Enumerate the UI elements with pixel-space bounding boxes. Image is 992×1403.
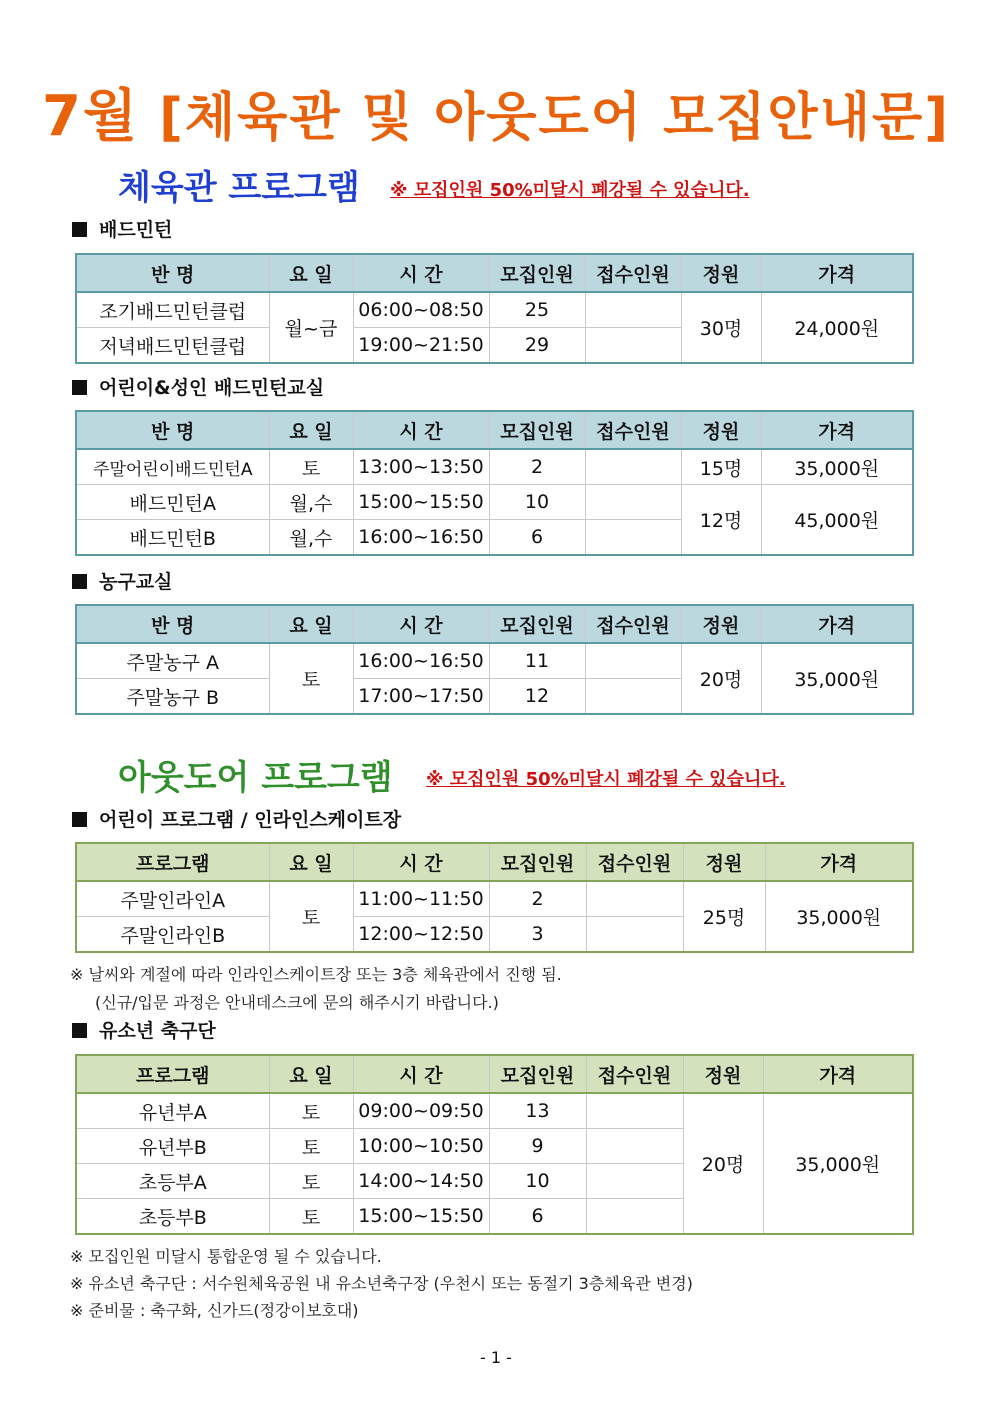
inline-label: 어린이 프로그램 / 인라인스케이트장 (99, 809, 402, 831)
price: 35,000원 (761, 449, 913, 485)
program-time: 15:00~15:50 (353, 1199, 489, 1235)
program-time: 09:00~09:50 (353, 1093, 489, 1129)
recruit-count: 10 (489, 485, 585, 520)
received-count (585, 292, 681, 328)
recruit-count: 10 (489, 1164, 586, 1199)
table-header-row (76, 1055, 913, 1093)
program-day: 토 (269, 1093, 353, 1129)
col-header: 가격 (763, 1055, 913, 1093)
title-text: [체육관 및 아웃도어 모집안내문] (159, 88, 951, 148)
class-name: 주말어린이배드민턴A (76, 449, 269, 485)
received-count (585, 643, 681, 679)
table-header-row (76, 411, 913, 449)
class-name: 주말농구 B (76, 679, 269, 715)
class-time: 16:00~16:50 (353, 643, 489, 679)
badminton-class-label: 어린이&성인 배드민턴교실 (99, 377, 325, 399)
gym-section-heading: 체육관 프로그램 (118, 168, 360, 208)
program-name: 주말인라인A (76, 881, 269, 917)
col-header: 모집인원 (489, 254, 585, 292)
received-count (585, 520, 681, 556)
basketball-label: 농구교실 (99, 571, 173, 593)
received-count (585, 449, 681, 485)
recruit-count: 29 (489, 328, 585, 364)
table-header-row (76, 254, 913, 292)
col-header: 정원 (681, 411, 761, 449)
col-header: 프로그램 (76, 1055, 269, 1093)
inline-table (75, 842, 914, 953)
capacity: 30명 (681, 292, 761, 363)
received-count (586, 1164, 683, 1199)
col-header: 시 간 (353, 254, 489, 292)
received-count (586, 881, 683, 917)
square-bullet-icon (72, 574, 87, 589)
badminton-label: 배드민턴 (99, 219, 173, 241)
price: 24,000원 (761, 292, 913, 363)
table-row (76, 881, 913, 917)
col-header: 반 명 (76, 254, 269, 292)
gym-closure-notice: ※ 모집인원 50%미달시 폐강될 수 있습니다. (390, 180, 750, 201)
class-time: 15:00~15:50 (353, 485, 489, 520)
col-header: 시 간 (353, 411, 489, 449)
col-header: 가격 (765, 843, 913, 881)
recruit-count: 6 (489, 1199, 586, 1235)
program-time: 14:00~14:50 (353, 1164, 489, 1199)
badminton-table (75, 253, 914, 364)
badminton-class-table (75, 410, 914, 556)
badminton-class-subheading (72, 373, 324, 400)
recruit-count: 13 (489, 1093, 586, 1129)
class-day: 월~금 (269, 292, 353, 363)
soccer-label: 유소년 축구단 (99, 1020, 216, 1042)
class-time: 13:00~13:50 (353, 449, 489, 485)
price: 35,000원 (765, 881, 913, 952)
col-header: 프로그램 (76, 843, 269, 881)
col-header: 가격 (761, 605, 913, 643)
square-bullet-icon (72, 1023, 87, 1038)
inline-weather-note: ※ 날씨와 계절에 따라 인라인스케이트장 또는 3층 체육관에서 진행 됨. (70, 965, 562, 984)
inline-subheading (72, 805, 401, 832)
col-header: 정원 (683, 843, 765, 881)
price: 35,000원 (763, 1093, 913, 1234)
col-header: 접수인원 (585, 411, 681, 449)
received-count (585, 485, 681, 520)
program-name: 유년부B (76, 1129, 269, 1164)
class-day: 월,수 (269, 520, 353, 556)
recruit-count: 12 (489, 679, 585, 715)
table-row (76, 292, 913, 328)
recruit-count: 2 (489, 449, 585, 485)
footnote-equipment: ※ 준비물 : 축구화, 신가드(정강이보호대) (70, 1301, 359, 1320)
page-number: - 1 - (480, 1348, 512, 1367)
capacity: 15명 (681, 449, 761, 485)
class-name: 저녁배드민턴클럽 (76, 328, 269, 364)
program-day: 토 (269, 1129, 353, 1164)
basketball-table (75, 604, 914, 715)
program-day: 토 (269, 1199, 353, 1235)
col-header: 요 일 (269, 605, 353, 643)
received-count (586, 1129, 683, 1164)
col-header: 정원 (681, 254, 761, 292)
class-day: 토 (269, 449, 353, 485)
badminton-subheading (72, 215, 172, 242)
class-name: 배드민턴B (76, 520, 269, 556)
col-header: 가격 (761, 254, 913, 292)
recruit-count: 25 (489, 292, 585, 328)
footnote-soccer-venue: ※ 유소년 축구단 : 서수원체육공원 내 유소년축구장 (우천시 또는 동절기 3층체육관 변경) (70, 1274, 693, 1293)
class-time: 19:00~21:50 (353, 328, 489, 364)
class-name: 조기배드민턴클럽 (76, 292, 269, 328)
outdoor-closure-notice: ※ 모집인원 50%미달시 폐강될 수 있습니다. (426, 769, 786, 790)
class-name: 주말농구 A (76, 643, 269, 679)
page-title (0, 72, 992, 152)
col-header: 접수인원 (586, 1055, 683, 1093)
program-name: 주말인라인B (76, 917, 269, 953)
col-header: 모집인원 (489, 411, 585, 449)
inline-inquiry-note: (신규/입문 과정은 안내데스크에 문의 해주시기 바랍니다.) (95, 993, 499, 1012)
recruit-count: 6 (489, 520, 585, 556)
class-day: 토 (269, 643, 353, 714)
table-row (76, 449, 913, 485)
col-header: 시 간 (353, 1055, 489, 1093)
program-time: 10:00~10:50 (353, 1129, 489, 1164)
program-name: 초등부A (76, 1164, 269, 1199)
table-header-row (76, 843, 913, 881)
col-header: 모집인원 (489, 1055, 586, 1093)
col-header: 정원 (681, 605, 761, 643)
title-month: 7월 (41, 84, 140, 149)
col-header: 정원 (683, 1055, 763, 1093)
footnote-merge: ※ 모집인원 미달시 통합운영 될 수 있습니다. (70, 1247, 382, 1266)
col-header: 모집인원 (489, 843, 586, 881)
square-bullet-icon (72, 380, 87, 395)
program-day: 토 (269, 1164, 353, 1199)
square-bullet-icon (72, 222, 87, 237)
class-time: 16:00~16:50 (353, 520, 489, 556)
col-header: 요 일 (269, 254, 353, 292)
col-header: 접수인원 (586, 843, 683, 881)
table-row (76, 643, 913, 679)
received-count (586, 917, 683, 953)
recruit-count: 9 (489, 1129, 586, 1164)
outdoor-section-heading: 아웃도어 프로그램 (118, 758, 393, 798)
price: 35,000원 (761, 643, 913, 714)
received-count (586, 1093, 683, 1129)
col-header: 접수인원 (585, 254, 681, 292)
received-count (586, 1199, 683, 1235)
col-header: 가격 (761, 411, 913, 449)
col-header: 요 일 (269, 843, 353, 881)
col-header: 요 일 (269, 411, 353, 449)
square-bullet-icon (72, 812, 87, 827)
class-time: 17:00~17:50 (353, 679, 489, 715)
col-header: 접수인원 (585, 605, 681, 643)
price: 45,000원 (761, 485, 913, 556)
col-header: 반 명 (76, 411, 269, 449)
col-header: 반 명 (76, 605, 269, 643)
program-time: 12:00~12:50 (353, 917, 489, 953)
capacity: 25명 (683, 881, 765, 952)
received-count (585, 679, 681, 715)
class-day: 월,수 (269, 485, 353, 520)
capacity: 20명 (681, 643, 761, 714)
col-header: 요 일 (269, 1055, 353, 1093)
recruit-count: 2 (489, 881, 586, 917)
col-header: 모집인원 (489, 605, 585, 643)
program-name: 유년부A (76, 1093, 269, 1129)
soccer-table (75, 1054, 914, 1235)
table-row (76, 1093, 913, 1129)
basketball-subheading (72, 567, 172, 594)
class-time: 06:00~08:50 (353, 292, 489, 328)
table-header-row (76, 605, 913, 643)
capacity: 20명 (683, 1093, 763, 1234)
program-day: 토 (269, 881, 353, 952)
soccer-subheading (72, 1016, 216, 1043)
col-header: 시 간 (353, 605, 489, 643)
recruit-count: 11 (489, 643, 585, 679)
program-name: 초등부B (76, 1199, 269, 1235)
received-count (585, 328, 681, 364)
program-time: 11:00~11:50 (353, 881, 489, 917)
capacity: 12명 (681, 485, 761, 556)
table-row (76, 485, 913, 520)
col-header: 시 간 (353, 843, 489, 881)
recruit-count: 3 (489, 917, 586, 953)
class-name: 배드민턴A (76, 485, 269, 520)
